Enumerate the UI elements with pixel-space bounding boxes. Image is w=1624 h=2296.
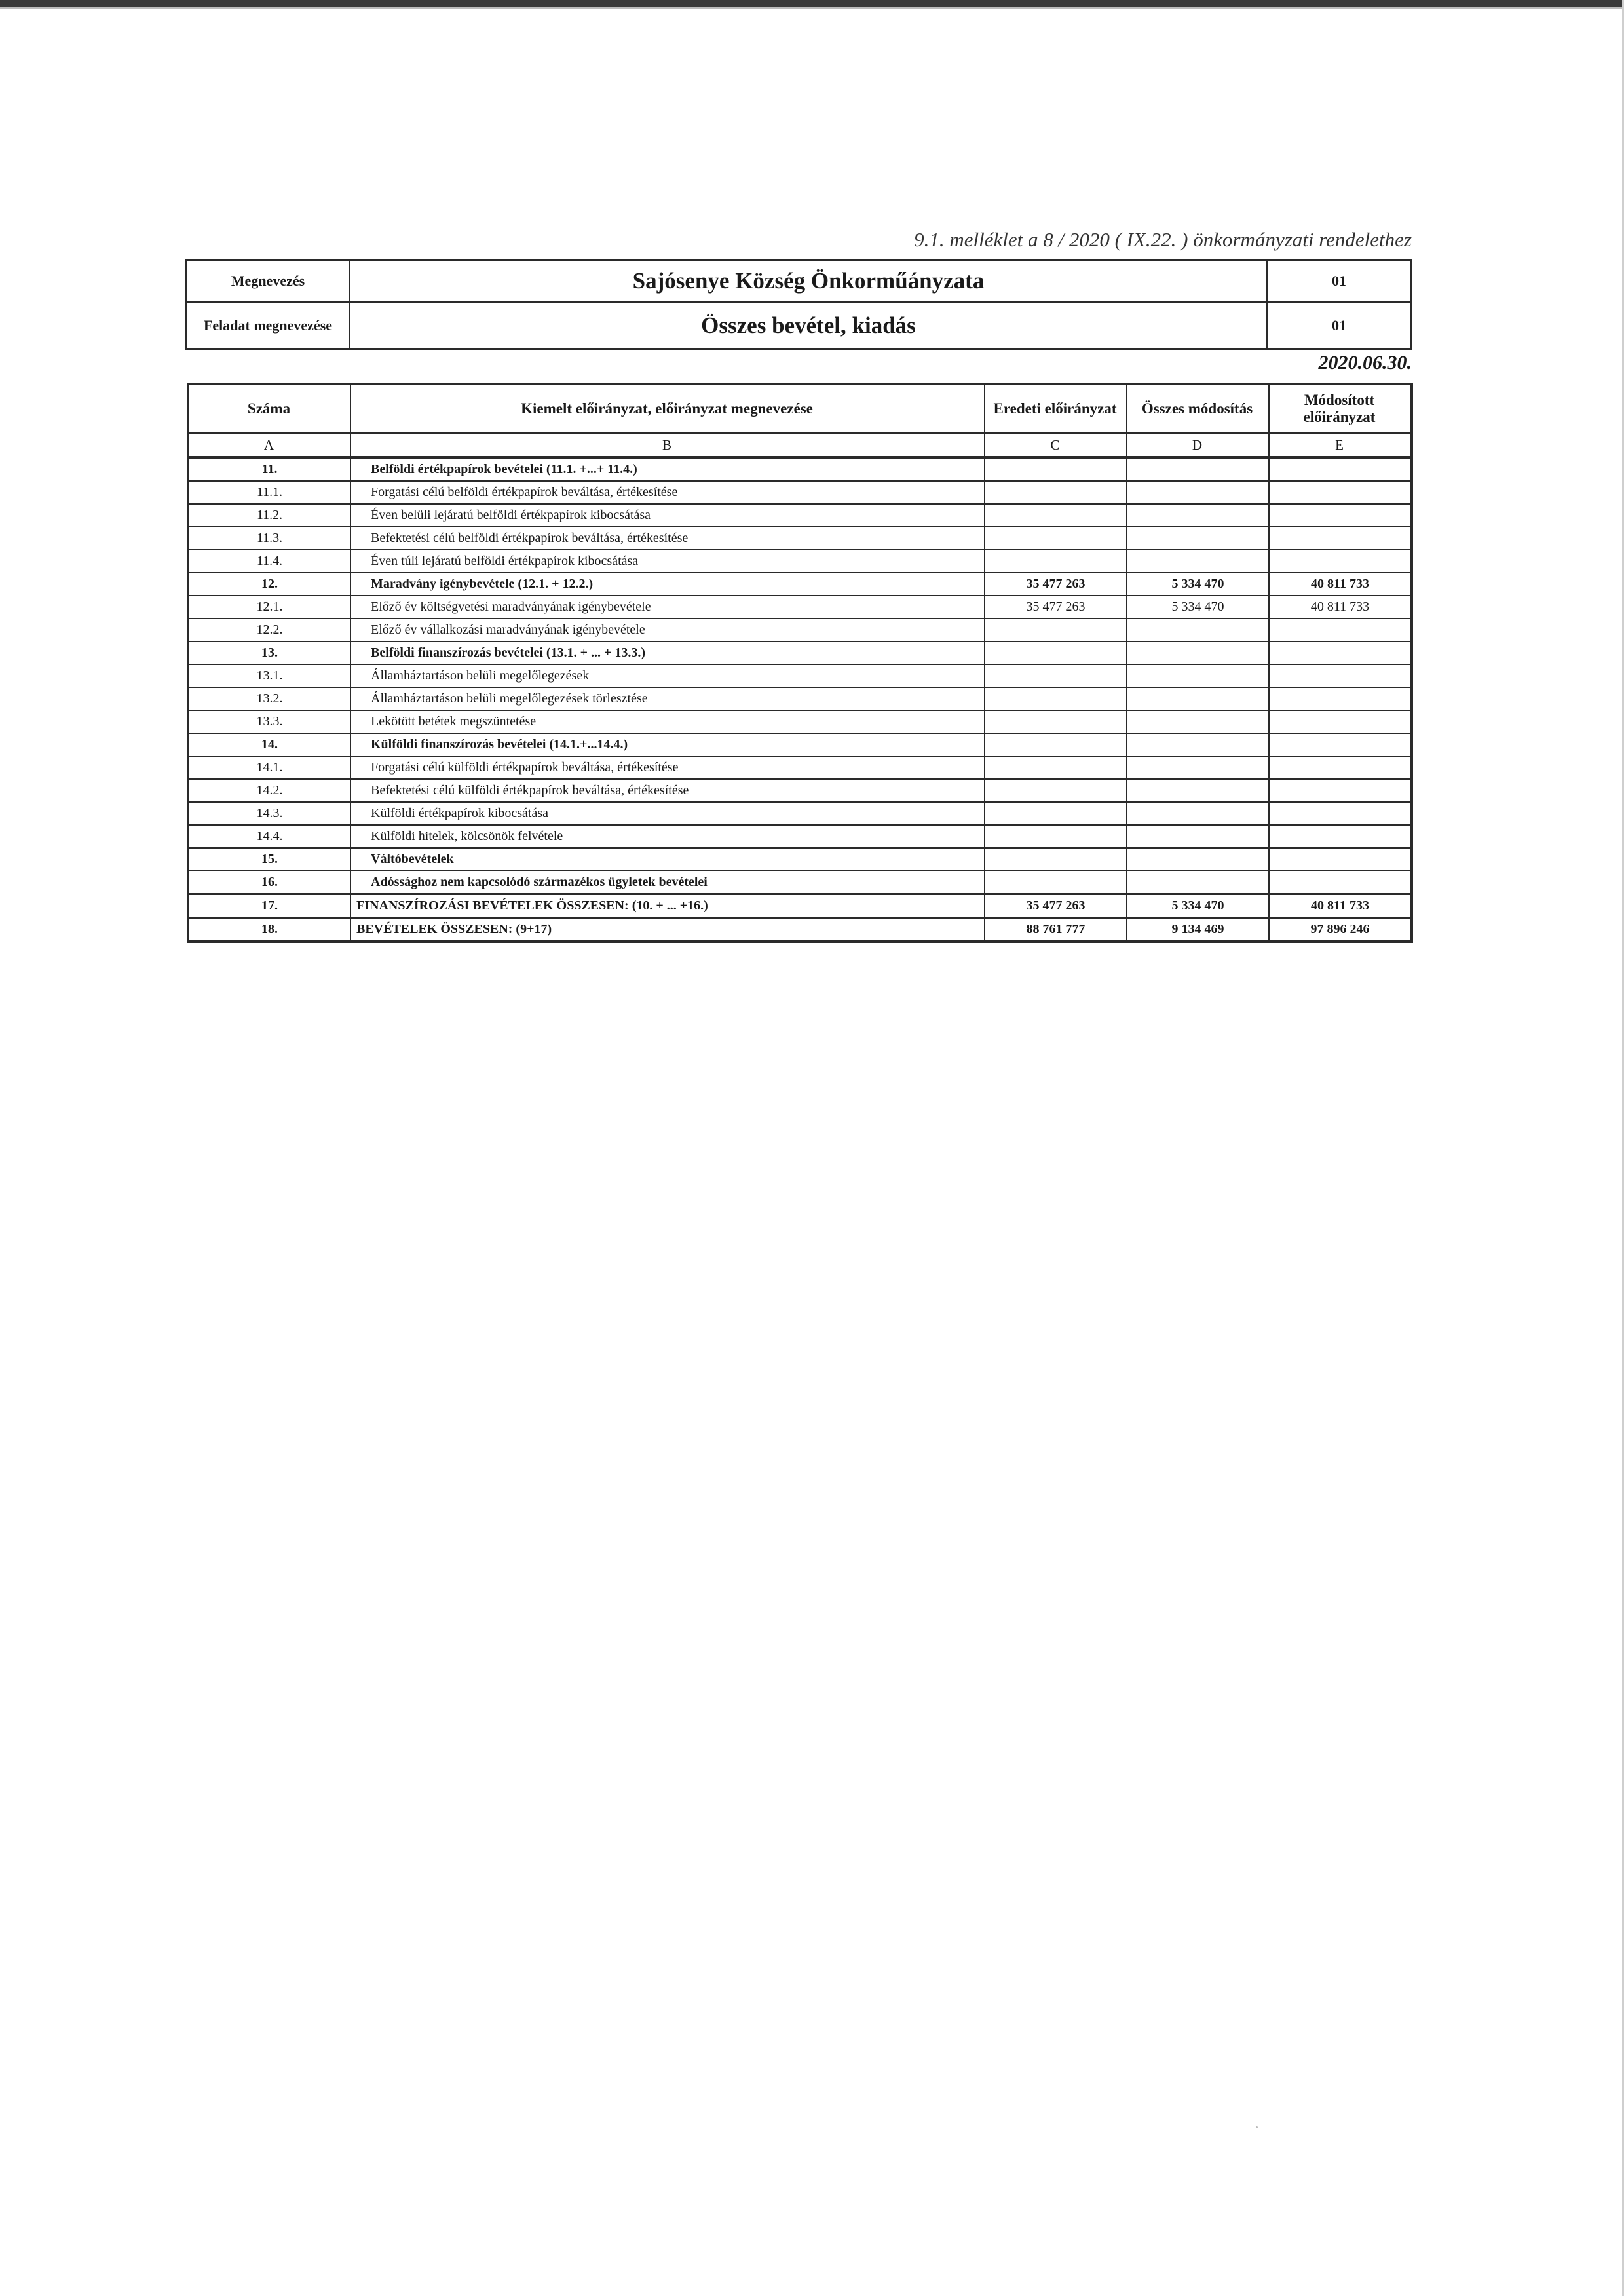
column-letter-row <box>188 433 1412 457</box>
row-name: Váltóbevételek <box>350 848 985 871</box>
row-modification-value <box>1127 550 1269 573</box>
row-modified-value <box>1269 641 1412 664</box>
row-modification-value <box>1127 687 1269 710</box>
table-row <box>188 481 1412 504</box>
row-modification-value <box>1127 871 1269 894</box>
row-original-value: 35 477 263 <box>985 573 1127 596</box>
row-modification-value: 5 334 470 <box>1127 596 1269 619</box>
row-name: Maradvány igénybevétele (12.1. + 12.2.) <box>350 573 985 596</box>
row-name: Előző év költségvetési maradványának igénybevétele <box>350 596 985 619</box>
row-modified-value <box>1269 756 1412 779</box>
row-modified-value <box>1269 825 1412 848</box>
row-number: 11.1. <box>188 481 350 504</box>
row-modification-value <box>1127 825 1269 848</box>
col-name-header: Kiemelt előirányzat, előirányzat megnevezése <box>350 384 985 433</box>
row-name: BEVÉTELEK ÖSSZESEN: (9+17) <box>350 918 985 942</box>
row-modified-value: 40 811 733 <box>1269 596 1412 619</box>
row-name: Forgatási célú belföldi értékpapírok beváltása, értékesítése <box>350 481 985 504</box>
task-name: Összes bevétel, kiadás <box>350 302 1268 349</box>
row-name: Éven belüli lejáratú belföldi értékpapírok kibocsátása <box>350 504 985 527</box>
label-name: Megnevezés <box>187 260 350 302</box>
row-original-value <box>985 710 1127 733</box>
row-modified-value: 40 811 733 <box>1269 573 1412 596</box>
row-modified-value: 97 896 246 <box>1269 918 1412 942</box>
row-modification-value: 5 334 470 <box>1127 894 1269 918</box>
table-row <box>188 756 1412 779</box>
row-name: Előző év vállalkozási maradványának igénybevétele <box>350 619 985 641</box>
col-letter: E <box>1269 433 1412 457</box>
table-row <box>188 871 1412 894</box>
row-modified-value <box>1269 733 1412 756</box>
report-date: 2020.06.30. <box>1318 352 1412 373</box>
row-modification-value <box>1127 733 1269 756</box>
row-modified-value: 40 811 733 <box>1269 894 1412 918</box>
header-row-task <box>187 302 1411 349</box>
row-number: 13. <box>188 641 350 664</box>
row-original-value <box>985 457 1127 481</box>
col-letter: A <box>188 433 350 457</box>
row-modification-value <box>1127 641 1269 664</box>
row-number: 11.2. <box>188 504 350 527</box>
finance-table <box>187 383 1413 943</box>
row-modification-value <box>1127 664 1269 687</box>
task-code: 01 <box>1268 302 1411 349</box>
header-table <box>185 259 1412 350</box>
row-number: 13.2. <box>188 687 350 710</box>
row-modification-value <box>1127 779 1269 802</box>
row-modified-value <box>1269 802 1412 825</box>
row-modification-value <box>1127 457 1269 481</box>
table-row <box>188 550 1412 573</box>
col-original-header: Eredeti előirányzat <box>985 384 1127 433</box>
col-letter: C <box>985 433 1127 457</box>
row-name: Lekötött betétek megszüntetése <box>350 710 985 733</box>
row-modified-value <box>1269 457 1412 481</box>
row-original-value <box>985 825 1127 848</box>
row-original-value: 35 477 263 <box>985 596 1127 619</box>
row-modification-value <box>1127 481 1269 504</box>
row-original-value <box>985 779 1127 802</box>
row-number: 12.1. <box>188 596 350 619</box>
row-number: 13.3. <box>188 710 350 733</box>
row-original-value <box>985 527 1127 550</box>
row-number: 13.1. <box>188 664 350 687</box>
scan-speck <box>1256 2126 1258 2128</box>
row-modified-value <box>1269 619 1412 641</box>
row-modified-value <box>1269 481 1412 504</box>
row-modification-value <box>1127 710 1269 733</box>
row-original-value <box>985 504 1127 527</box>
label-task: Feladat megnevezése <box>187 302 350 349</box>
row-modified-value <box>1269 527 1412 550</box>
col-modified-header: Módosított előirányzat <box>1269 384 1412 433</box>
row-modification-value <box>1127 504 1269 527</box>
row-modification-value: 9 134 469 <box>1127 918 1269 942</box>
table-row <box>188 848 1412 871</box>
row-original-value <box>985 481 1127 504</box>
row-modified-value <box>1269 710 1412 733</box>
table-row <box>188 573 1412 596</box>
row-modified-value <box>1269 550 1412 573</box>
table-row <box>188 641 1412 664</box>
row-number: 14. <box>188 733 350 756</box>
row-original-value <box>985 687 1127 710</box>
row-name: Befektetési célú külföldi értékpapírok beváltása, értékesítése <box>350 779 985 802</box>
row-original-value <box>985 619 1127 641</box>
table-row <box>188 733 1412 756</box>
row-name: Külföldi hitelek, kölcsönök felvétele <box>350 825 985 848</box>
row-original-value <box>985 550 1127 573</box>
row-number: 17. <box>188 894 350 918</box>
row-number: 14.2. <box>188 779 350 802</box>
table-row <box>188 779 1412 802</box>
col-modification-header: Összes módosítás <box>1127 384 1269 433</box>
row-number: 18. <box>188 918 350 942</box>
table-row <box>188 664 1412 687</box>
row-number: 11.4. <box>188 550 350 573</box>
row-modified-value <box>1269 687 1412 710</box>
row-modified-value <box>1269 779 1412 802</box>
scan-edge-top <box>0 0 1624 7</box>
scan-edge-top-shade <box>0 7 1624 9</box>
table-row <box>188 457 1412 481</box>
row-name: Éven túli lejáratú belföldi értékpapírok kibocsátása <box>350 550 985 573</box>
row-modified-value <box>1269 871 1412 894</box>
row-modification-value <box>1127 848 1269 871</box>
row-number: 11. <box>188 457 350 481</box>
row-number: 14.4. <box>188 825 350 848</box>
row-name: Belföldi finanszírozás bevételei (13.1. + ... + 13.3.) <box>350 641 985 664</box>
row-original-value <box>985 871 1127 894</box>
table-row <box>188 802 1412 825</box>
table-row <box>188 504 1412 527</box>
row-name: Államháztartáson belüli megelőlegezések törlesztése <box>350 687 985 710</box>
col-letter: D <box>1127 433 1269 457</box>
row-number: 16. <box>188 871 350 894</box>
column-header-row <box>188 384 1412 433</box>
row-modification-value <box>1127 802 1269 825</box>
row-name: Államháztartáson belüli megelőlegezések <box>350 664 985 687</box>
row-modification-value <box>1127 527 1269 550</box>
row-number: 14.3. <box>188 802 350 825</box>
org-name: Sajósenye Község Önkorműányzata <box>350 260 1268 302</box>
row-original-value <box>985 641 1127 664</box>
row-original-value <box>985 802 1127 825</box>
table-row <box>188 687 1412 710</box>
col-number-header: Száma <box>188 384 350 433</box>
org-code: 01 <box>1268 260 1411 302</box>
row-original-value: 88 761 777 <box>985 918 1127 942</box>
table-row <box>188 710 1412 733</box>
table-row <box>188 825 1412 848</box>
row-number: 15. <box>188 848 350 871</box>
row-modified-value <box>1269 848 1412 871</box>
row-original-value <box>985 756 1127 779</box>
table-row <box>188 619 1412 641</box>
header-row-org <box>187 260 1411 302</box>
table-row <box>188 596 1412 619</box>
row-number: 12. <box>188 573 350 596</box>
row-name: Forgatási célú külföldi értékpapírok beváltása, értékesítése <box>350 756 985 779</box>
row-modification-value <box>1127 619 1269 641</box>
row-name: Belföldi értékpapírok bevételei (11.1. +...+ 11.4.) <box>350 457 985 481</box>
table-row <box>188 918 1412 942</box>
row-name: Külföldi értékpapírok kibocsátása <box>350 802 985 825</box>
col-letter: B <box>350 433 985 457</box>
row-name: Adóssághoz nem kapcsolódó származékos ügyletek bevételei <box>350 871 985 894</box>
row-modification-value: 5 334 470 <box>1127 573 1269 596</box>
table-row <box>188 894 1412 918</box>
row-modified-value <box>1269 504 1412 527</box>
row-number: 12.2. <box>188 619 350 641</box>
row-modified-value <box>1269 664 1412 687</box>
row-name: Külföldi finanszírozás bevételei (14.1.+...14.4.) <box>350 733 985 756</box>
row-number: 11.3. <box>188 527 350 550</box>
table-row <box>188 527 1412 550</box>
row-original-value: 35 477 263 <box>985 894 1127 918</box>
row-original-value <box>985 733 1127 756</box>
row-name: Befektetési célú belföldi értékpapírok beváltása, értékesítése <box>350 527 985 550</box>
row-number: 14.1. <box>188 756 350 779</box>
annex-note: 9.1. melléklet a 8 / 2020 ( IX.22. ) önkormányzati rendelethez <box>914 228 1412 251</box>
row-name: FINANSZÍROZÁSI BEVÉTELEK ÖSSZESEN: (10. + ... +16.) <box>350 894 985 918</box>
row-original-value <box>985 848 1127 871</box>
row-original-value <box>985 664 1127 687</box>
row-modification-value <box>1127 756 1269 779</box>
